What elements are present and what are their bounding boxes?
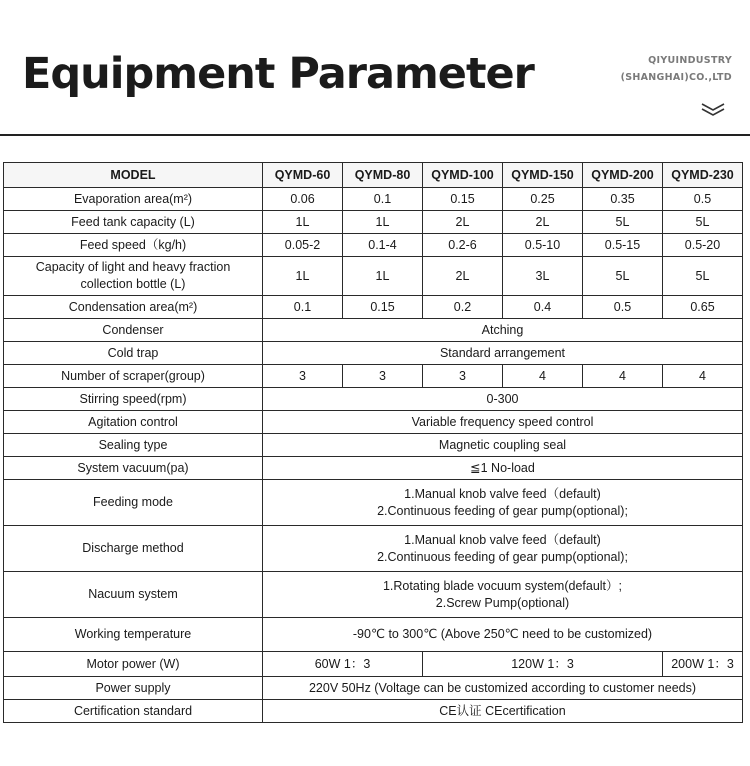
table-cell: 4	[503, 365, 583, 388]
table-row	[4, 296, 743, 319]
row-label: System vacuum(pa)	[4, 457, 263, 480]
table-row	[4, 434, 743, 457]
model-column-header: QYMD-60	[263, 163, 343, 188]
parameter-table	[3, 162, 743, 723]
table-row	[4, 652, 743, 677]
table-row	[4, 319, 743, 342]
table-row	[4, 365, 743, 388]
header-divider	[0, 134, 750, 136]
table-cell: 2L	[503, 211, 583, 234]
table-cell: 5L	[663, 211, 743, 234]
double-chevron-down-icon	[700, 101, 726, 117]
table-row	[4, 526, 743, 572]
table-cell-merged: Atching	[263, 319, 743, 342]
table-cell: 1L	[263, 257, 343, 296]
table-cell: 0.06	[263, 188, 343, 211]
table-cell-merged: 220V 50Hz (Voltage can be customized according to customer needs)	[263, 677, 743, 700]
table-row	[4, 700, 743, 723]
table-cell-merged: Variable frequency speed control	[263, 411, 743, 434]
table-cell: 4	[583, 365, 663, 388]
table-cell: 0.1	[263, 296, 343, 319]
table-cell-merged: 60W 1：3	[263, 652, 423, 677]
company-name-line1: QIYUINDUSTRY	[648, 55, 732, 66]
table-cell: 0.25	[503, 188, 583, 211]
table-cell: 4	[663, 365, 743, 388]
table-cell: 0.05-2	[263, 234, 343, 257]
table-cell: 2L	[423, 257, 503, 296]
table-cell: 5L	[583, 257, 663, 296]
table-cell: 0.2	[423, 296, 503, 319]
table-cell: 0.5	[663, 188, 743, 211]
table-cell-merged: CE认证 CEcertification	[263, 700, 743, 723]
table-cell: 5L	[663, 257, 743, 296]
row-label: Feeding mode	[4, 480, 263, 526]
row-label: Sealing type	[4, 434, 263, 457]
table-row	[4, 342, 743, 365]
table-cell: 0.1	[343, 188, 423, 211]
table-cell-merged: 120W 1：3	[423, 652, 663, 677]
table-cell: 0.15	[343, 296, 423, 319]
table-cell: 0.5-10	[503, 234, 583, 257]
table-cell-merged	[263, 526, 743, 572]
row-label-line: collection bottle (L)	[80, 277, 186, 291]
row-label: Discharge method	[4, 526, 263, 572]
table-row	[4, 572, 743, 618]
table-row	[4, 257, 743, 296]
cell-line: 1.Rotating blade vocuum system(default）;	[382, 578, 622, 593]
table-cell: 3	[263, 365, 343, 388]
row-label: Cold trap	[4, 342, 263, 365]
table-cell: 2L	[423, 211, 503, 234]
page-title: Equipment Parameter	[22, 49, 534, 99]
model-column-header: QYMD-230	[663, 163, 743, 188]
table-cell: 3	[343, 365, 423, 388]
row-label: Motor power (W)	[4, 652, 263, 677]
model-column-header: QYMD-150	[503, 163, 583, 188]
row-label: Evaporation area(m²)	[4, 188, 263, 211]
table-row	[4, 234, 743, 257]
table-cell-merged	[263, 572, 743, 618]
company-name-line2: (SHANGHAI)CO.,LTD	[620, 72, 732, 83]
table-cell-merged: ≦1 No-load	[263, 457, 743, 480]
table-cell: 0.1-4	[343, 234, 423, 257]
table-cell-merged: 0-300	[263, 388, 743, 411]
cell-line: 2.Screw Pump(optional)	[435, 595, 570, 610]
row-label: Condensation area(m²)	[4, 296, 263, 319]
table-row	[4, 388, 743, 411]
table-cell-merged	[263, 480, 743, 526]
row-label	[4, 257, 263, 296]
table-cell: 1L	[343, 211, 423, 234]
row-label: Condenser	[4, 319, 263, 342]
table-cell-merged: -90℃ to 300℃ (Above 250℃ need to be customized)	[263, 618, 743, 652]
model-column-header: QYMD-100	[423, 163, 503, 188]
table-cell: 0.5-15	[583, 234, 663, 257]
table-cell: 3	[423, 365, 503, 388]
company-name	[621, 52, 732, 86]
table-cell: 5L	[583, 211, 663, 234]
table-row	[4, 457, 743, 480]
cell-line: 2.Continuous feeding of gear pump(optional);	[377, 549, 628, 564]
row-label: Power supply	[4, 677, 263, 700]
table-cell: 0.5	[583, 296, 663, 319]
table-row	[4, 211, 743, 234]
table-cell: 3L	[503, 257, 583, 296]
cell-line: 2.Continuous feeding of gear pump(optional);	[377, 503, 628, 518]
table-row	[4, 677, 743, 700]
row-label: Certification standard	[4, 700, 263, 723]
table-cell: 1L	[343, 257, 423, 296]
table-cell-merged: Magnetic coupling seal	[263, 434, 743, 457]
table-header-row	[4, 163, 743, 188]
row-label: Number of scraper(group)	[4, 365, 263, 388]
table-row	[4, 618, 743, 652]
row-label: Nacuum system	[4, 572, 263, 618]
row-label-line: Capacity of light and heavy fraction	[35, 260, 231, 274]
table-cell: 0.15	[423, 188, 503, 211]
model-header: MODEL	[4, 163, 263, 188]
row-label: Feed tank capacity (L)	[4, 211, 263, 234]
row-label: Working temperature	[4, 618, 263, 652]
table-row	[4, 188, 743, 211]
table-cell: 1L	[263, 211, 343, 234]
table-cell: 0.2-6	[423, 234, 503, 257]
table-cell: 0.35	[583, 188, 663, 211]
cell-line: 1.Manual knob valve feed（default)	[404, 532, 601, 547]
row-label: Agitation control	[4, 411, 263, 434]
table-cell: 0.65	[663, 296, 743, 319]
row-label: Feed speed（kg/h)	[4, 234, 263, 257]
cell-line: 1.Manual knob valve feed（default)	[404, 486, 601, 501]
table-cell: 0.4	[503, 296, 583, 319]
table-cell: 0.5-20	[663, 234, 743, 257]
table-row	[4, 411, 743, 434]
model-column-header: QYMD-200	[583, 163, 663, 188]
table-cell: 200W 1：3	[663, 652, 743, 677]
table-row	[4, 480, 743, 526]
table-cell-merged: Standard arrangement	[263, 342, 743, 365]
row-label: Stirring speed(rpm)	[4, 388, 263, 411]
model-column-header: QYMD-80	[343, 163, 423, 188]
